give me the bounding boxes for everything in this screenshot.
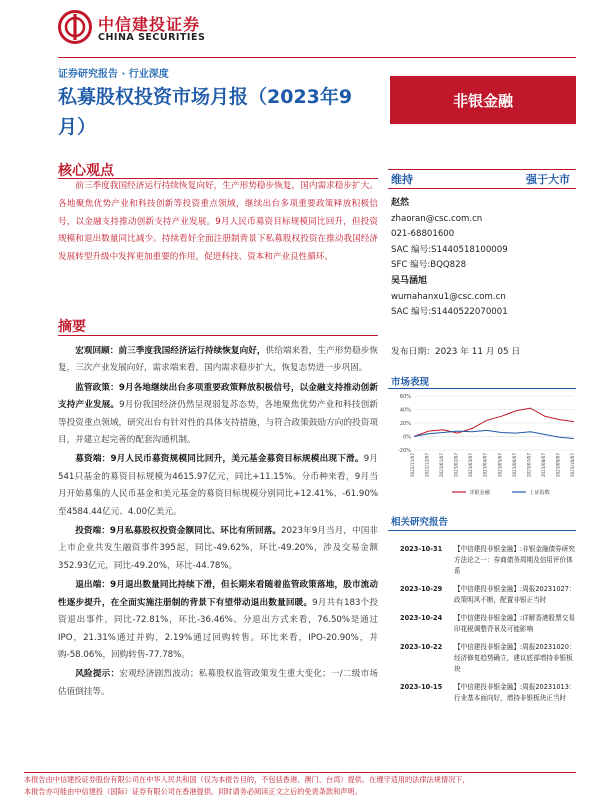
footer-line: 本报告亦可能由中信建投（国际）证券有限公司在香港提供。同时请务必阅读正文之后的免责条款和声明。 [24,786,362,796]
x-tick-label: 2023/05/07 [497,453,503,478]
x-tick-label: 2023/04/07 [482,453,488,478]
x-tick-label: 2023/06/07 [511,453,517,478]
x-tick-label: 2023/01/07 [439,453,445,478]
y-tick-label: 0% [403,434,411,441]
y-tick-label: 20% [399,421,411,427]
publish-date: 发布日期：2023 年 11 月 05 日 [391,347,521,357]
summary-heading: 摘要 [58,319,86,335]
footer-disclaimer [24,774,580,797]
logo-cn-text: 中信建投证券 [98,15,201,34]
list-item[interactable]: 2023-10-15 【中信建投非银金融】:周报20231013：行业基本面向好，增持非银板块正当时 [400,683,576,702]
core-view-text: 前三季度我国经济运行持续恢复向好，生产形势稳步恢复，国内需求稳步扩大。各地聚焦优势产业和科技创新等投资重点领域，继续出台多项重要政策释放积极信号，以金融支持推动创新支持产业发展。9月人民币募资目标规模同比回升，但投资规模和退出数量同比减少。持续看好全面注册制背景下私募股权投资在推动我国经济发展转型升级中发挥更加重要的作用，促进科技、资本和产业良性循环。 [58,181,378,263]
y-tick-label: 60% [399,394,411,400]
x-tick-label: 2023/07/07 [526,453,532,478]
summary-paragraph-exit: 退出端：9月退出数量同比持续下滑，但长期来看随着监管政策落地，股市流动性逐步提升，在全面实施注册制的背景下有望带动退出数量回暖。9月共有183个投资退出事件，同比-72.81%，环比-36.46%。分退出方式来看，76.50%是通过IPO，21.31%通过并购，2.19%通过回购转售。环比来看，IPO-20.90%，并购-58.06%，回购转售-77.78%。 [58,580,378,660]
analyst-name: 赵然 [391,198,410,208]
series-line [414,430,574,438]
analyst-name: 吴马涵旭 [391,275,428,286]
y-tick-label: -20% [398,448,411,454]
analyst-email[interactable]: wumahanxu1@csc.com.cn [391,291,506,302]
market-performance-heading: 市场表现 [391,377,430,388]
company-logo [58,8,218,48]
rating-label: 维持 [391,173,413,186]
analyst-info [391,196,577,321]
analyst-sfc: SFC 编号:BQQ828 [391,260,467,271]
summary-divider [58,335,378,336]
analyst-sac: SAC 编号:S1440518100009 [391,244,508,255]
related-reports-list [394,544,576,711]
summary-paragraph-macro: 宏观回顾：前三季度我国经济运行持续恢复向好，供给端来看，生产形势稳步恢复，三次产业发展向好，需求端来看，国内需求稳步扩大，恢复态势进一步巩固。 [58,346,378,374]
related-divider [388,530,576,531]
footer-divider [24,772,576,773]
rating-value: 强于大市 [526,173,570,186]
x-tick-label: 2023/03/07 [468,453,474,478]
summary-paragraph-investment: 投资端：9月私募股权投资金额同比、环比有所回落。2023年9月当月，中国非上市企业共发生融资事件395起，同比-49.62%，环比-49.20%，涉及交易金额352.93亿元，同比-49.20%，环比-44.78%。 [58,526,379,571]
related-reports-heading: 相关研究报告 [391,517,449,528]
x-tick-label: 2023/02/07 [453,453,459,478]
summary-paragraph-fundraising: 募资端：9月人民币募资规模同比回升，美元基金募资目标规模出现下滑。9月541只基金的募资目标规模为4615.97亿元，同比+11.15%。分币种来看，9月当月开始募集的人民币基金和美元基金的募资目标规模分别同比+12.41%、-61.90%至4584.44亿元、4.00亿美元。 [58,454,379,517]
series-line [414,408,574,436]
report-type: 证券研究报告 · 行业深度 [58,69,169,80]
company-logo-icon [58,10,92,44]
market-divider [388,388,576,389]
x-tick-label: 2023/09/07 [555,453,561,478]
analyst-sac: SAC 编号:S1440522070001 [391,307,508,318]
list-item[interactable]: 2023-10-29 【中信建投非银金融】:周报20231027：政策明风不断，配置非银正当时 [400,585,576,604]
list-item[interactable]: 2023-10-31 【中信建投非银金融】:非银金融债券研究方法论之一：券商债务周期及信用评价体系 [400,545,575,575]
x-tick-label: 2022/12/07 [424,453,430,478]
legend-label: 上证指数 [529,490,550,496]
analyst-email[interactable]: zhaoran@csc.com.cn [391,213,483,224]
list-item[interactable]: 2023-10-22 【中信建投非银金融】:周报20231020：经济修复趋势确立，建议底部增持非银板块 [400,643,576,673]
header-divider [58,57,576,58]
core-view-heading: 核心观点 [58,163,114,179]
market-performance-chart [392,390,578,500]
logo-en-text: CHINA SECURITIES [98,32,206,43]
analyst-phone: 021-68801600 [391,229,455,240]
list-item[interactable]: 2023-10-24 【中信建投非银金融】:详解香港股票交易印花税调整背景及可能影响 [400,614,575,633]
y-tick-label: 40% [399,407,411,414]
report-title: 私募股权投资市场月报（2023年9月） [58,86,353,138]
summary-paragraph-policy: 监管政策：9月各地继续出台多项重要政策释放积极信号，以金融支持推动创新支持产业发展。9月份我国经济仍然呈现弱复苏态势，各地聚焦优势产业和科技创新等投资重点领域，研究出台有针对性的具体支持措施，与符合政策鼓励方向的投资项目，并建立起完善的配套沟通机制。 [58,382,378,446]
x-tick-label: 2022/11/07 [410,453,415,478]
rating-bar [388,169,576,189]
x-tick-label: 2023/10/07 [570,453,575,478]
summary-paragraph-risk: 风险提示：宏观经济剧烈波动；私募股权监管政策发生重大变化；一/二级市场估值倒挂等。 [58,669,378,697]
legend-label: 非银金融 [469,490,490,496]
x-tick-label: 2023/08/07 [540,453,546,478]
footer-line: 本报告由中信建投证券股份有限公司在中华人民共和国（仅为本报告目的，不包括香港、澳门、台湾）提供。在遵守适用的法律法规情况下， [24,775,470,784]
sector-badge: 非银金融 [390,76,576,124]
summary-body [58,343,378,703]
